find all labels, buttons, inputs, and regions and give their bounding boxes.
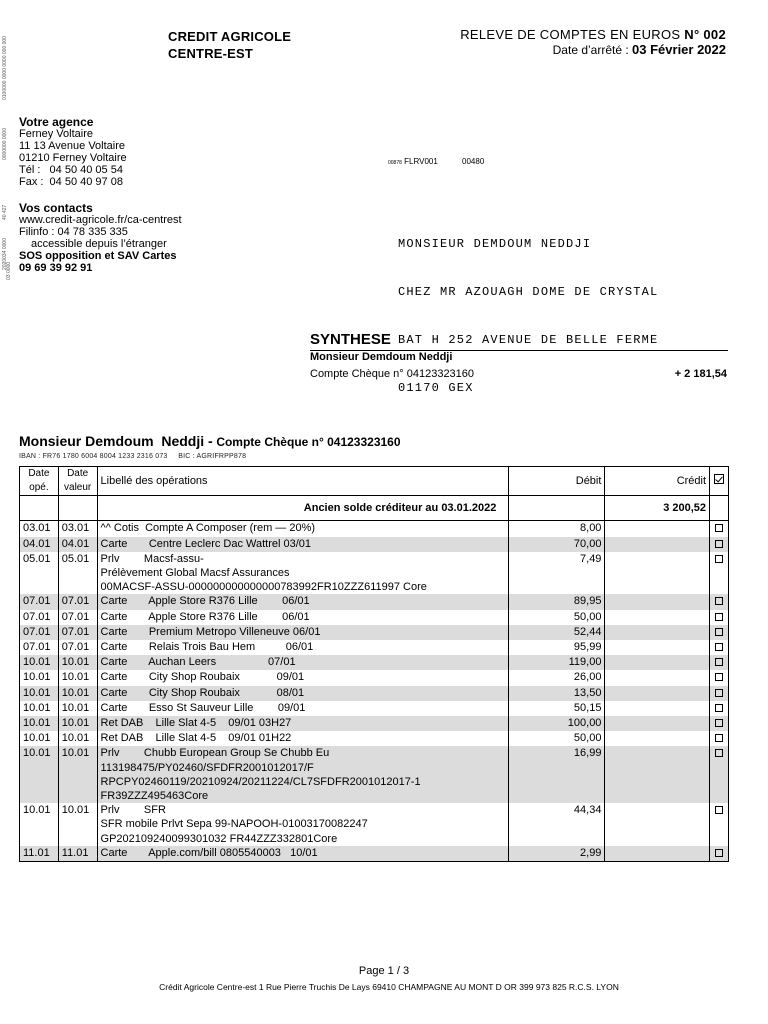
row-libelle-line: Prélèvement Global Macsf Assurances (100, 567, 290, 580)
row-check (710, 537, 729, 552)
routing-prefix: 00878 (388, 160, 402, 166)
contacts-sos-phone: 09 69 39 92 91 (19, 262, 93, 274)
empty-checkbox-icon[interactable] (715, 597, 723, 605)
row-debit: 7,49 (509, 552, 605, 595)
synthese-account: Compte Chèque n° 04123323160 (310, 368, 475, 380)
row-check (710, 670, 729, 685)
row-credit (605, 610, 710, 625)
row-debit: 50,00 (509, 610, 605, 625)
row-date-ope: 10.01 (20, 655, 59, 670)
row-date-ope: 04.01 (20, 537, 59, 552)
routing-codes (388, 157, 484, 166)
empty-checkbox-icon[interactable] (715, 849, 723, 857)
contacts-website[interactable]: www.credit-agricole.fr/ca-centrest (19, 214, 182, 226)
row-date-valeur: 11.01 (58, 846, 97, 862)
row-libelle-line: Carte Centre Leclerc Dac Wattrel 03/01 (100, 537, 312, 550)
empty-checkbox-icon[interactable] (715, 643, 723, 651)
agency-tel: Tél : 04 50 40 05 54 (19, 164, 123, 176)
row-libelle-line: Prlv Macsf-assu- (100, 552, 204, 565)
account-number: Compte Chèque n° 04123323160 (216, 435, 401, 449)
table-row (20, 521, 729, 537)
row-date-valeur: 10.01 (58, 686, 97, 701)
row-libelle (97, 746, 509, 803)
row-check (710, 731, 729, 746)
empty-checkbox-icon[interactable] (715, 658, 723, 666)
row-credit (605, 701, 710, 716)
side-codes (2, 36, 12, 280)
table-row (20, 655, 729, 670)
row-credit (605, 803, 710, 846)
row-date-valeur: 07.01 (58, 625, 97, 640)
row-libelle (97, 670, 509, 685)
row-libelle-line: RPCPY02460119/20210924/20211224/CL7SFDFR2001012017-1 (100, 775, 421, 788)
bank-name (168, 28, 291, 62)
row-libelle-line: Carte Esso St Sauveur Lille 09/01 (100, 701, 306, 714)
statement-date (553, 42, 726, 58)
opening-balance-credit: 3 200,52 (605, 496, 710, 521)
row-libelle (97, 846, 509, 862)
statement-title-text: RELEVE DE COMPTES EN EUROS (460, 27, 681, 42)
row-libelle (97, 716, 509, 731)
row-libelle-line: Carte Auchan Leers 07/01 (100, 656, 296, 669)
synthese-title: SYNTHESE (310, 331, 391, 348)
contacts-heading: Vos contacts (19, 201, 93, 215)
row-date-valeur: 10.01 (58, 655, 97, 670)
table-row (20, 686, 729, 701)
operations-table (19, 466, 729, 862)
row-credit (605, 521, 710, 537)
page-number: Page 1 / 3 (358, 965, 410, 977)
header-date-ope: Date opé. (20, 467, 59, 496)
row-debit: 8,00 (509, 521, 605, 537)
row-check (710, 803, 729, 846)
row-libelle (97, 537, 509, 552)
bank-name-line1: CREDIT AGRICOLE (168, 29, 292, 44)
row-debit: 50,00 (509, 731, 605, 746)
table-row (20, 746, 729, 803)
row-credit (605, 731, 710, 746)
row-libelle-line: ^^ Cotis Compte A Composer (rem — 20%) (100, 522, 316, 535)
row-libelle-line: Carte Apple.com/bill 0805540003 10/01 (100, 846, 318, 859)
row-libelle (97, 686, 509, 701)
row-libelle (97, 803, 509, 846)
row-check (710, 610, 729, 625)
row-credit (605, 655, 710, 670)
row-date-valeur: 10.01 (58, 716, 97, 731)
header-credit: Crédit (605, 467, 710, 496)
empty-checkbox-icon[interactable] (715, 734, 723, 742)
row-libelle-line: Prlv SFR (100, 804, 166, 817)
row-credit (605, 640, 710, 655)
row-debit: 119,00 (509, 655, 605, 670)
contacts-filinfo: Filinfo : 04 78 335 335 (19, 226, 128, 238)
row-libelle-line: Carte Apple Store R376 Lille 06/01 (100, 610, 310, 623)
addressee-line: BAT H 252 AVENUE DE BELLE FERME (398, 333, 659, 347)
row-libelle (97, 521, 509, 537)
row-date-ope: 10.01 (20, 746, 59, 803)
row-libelle-line: Ret DAB Lille Slat 4-5 09/01 03H27 (100, 717, 292, 730)
row-libelle-line: Carte Apple Store R376 Lille 06/01 (100, 595, 310, 608)
empty-checkbox-icon[interactable] (715, 719, 723, 727)
table-row (20, 610, 729, 625)
row-libelle-line: Carte Relais Trois Bau Hem 06/01 (100, 641, 314, 654)
row-debit: 100,00 (509, 716, 605, 731)
agency-city: 01210 Ferney Voltaire (19, 152, 127, 164)
row-libelle (97, 594, 509, 609)
statement-title (460, 26, 726, 43)
row-libelle (97, 640, 509, 655)
row-libelle-line: 113198475/PY02460/SFDFR2001012017/F (100, 761, 314, 774)
row-libelle-line: Carte City Shop Roubaix 09/01 (100, 671, 305, 684)
row-libelle-line: SFR mobile Prlvt Sepa 99-NAPOOH-01003170082247 (100, 818, 368, 831)
row-date-ope: 10.01 (20, 701, 59, 716)
row-credit (605, 686, 710, 701)
bank-name-line2: CENTRE-EST (168, 46, 254, 61)
table-header-row (20, 467, 729, 496)
row-credit (605, 670, 710, 685)
row-debit: 2,99 (509, 846, 605, 862)
row-credit (605, 537, 710, 552)
table-row (20, 640, 729, 655)
row-libelle (97, 625, 509, 640)
row-libelle-line: 00MACSF-ASSU-000000000000000783992FR10ZZZ611997 Core (100, 581, 427, 594)
row-check (710, 521, 729, 537)
row-check (710, 552, 729, 595)
empty-checkbox-icon[interactable] (715, 613, 723, 621)
row-check (710, 846, 729, 862)
row-credit (605, 746, 710, 803)
row-libelle-line: Prlv Chubb European Group Se Chubb Eu (100, 747, 330, 760)
table-row (20, 846, 729, 862)
row-date-ope: 07.01 (20, 625, 59, 640)
opening-balance-label: Ancien solde créditeur au 03.01.2022 (97, 496, 509, 521)
agency-block (19, 116, 127, 188)
row-date-ope: 07.01 (20, 594, 59, 609)
account-holder: Monsieur Demdoum Neddji - (19, 433, 213, 449)
opening-balance-row (20, 496, 729, 521)
table-row (20, 803, 729, 846)
synthese-holder: Monsieur Demdoum Neddji (310, 351, 453, 363)
row-date-valeur: 04.01 (58, 537, 97, 552)
row-date-ope: 07.01 (20, 610, 59, 625)
header-debit: Débit (509, 467, 605, 496)
row-date-valeur: 10.01 (58, 803, 97, 846)
row-debit: 95,99 (509, 640, 605, 655)
row-check (710, 640, 729, 655)
row-date-valeur: 10.01 (58, 670, 97, 685)
table-row (20, 552, 729, 595)
row-libelle-line: GP202109240099301032 FR44ZZZ332801Core (100, 832, 338, 845)
checked-box-icon (714, 474, 724, 484)
row-check (710, 655, 729, 670)
side-code: 0100000 0000 0000 000 000 (2, 36, 8, 100)
statement-number: N° 002 (684, 27, 726, 42)
empty-checkbox-icon[interactable] (715, 673, 723, 681)
table-row (20, 670, 729, 685)
empty-checkbox-icon[interactable] (715, 689, 723, 697)
row-date-valeur: 10.01 (58, 746, 97, 803)
row-date-ope: 10.01 (20, 803, 59, 846)
row-date-valeur: 10.01 (58, 701, 97, 716)
routing-code: FLRV001 (404, 157, 438, 166)
row-date-valeur: 05.01 (58, 552, 97, 595)
statement-date-value: 03 Février 2022 (632, 42, 726, 57)
table-row (20, 594, 729, 609)
row-check (710, 625, 729, 640)
addressee-line: MONSIEUR DEMDOUM NEDDJI (398, 237, 592, 251)
statement-date-label: Date d’arrêté : (552, 43, 629, 57)
side-code: 40 427 (2, 204, 8, 220)
table-row (20, 537, 729, 552)
empty-checkbox-icon[interactable] (715, 806, 723, 814)
row-date-valeur: 07.01 (58, 610, 97, 625)
row-libelle-line: FR39ZZZ495463Core (100, 790, 209, 803)
account-title (19, 433, 401, 449)
header-libelle: Libellé des opérations (97, 467, 509, 496)
row-libelle (97, 655, 509, 670)
row-check (710, 594, 729, 609)
row-libelle (97, 731, 509, 746)
row-check (710, 746, 729, 803)
contacts-sos: SOS opposition et SAV Cartes (19, 250, 177, 262)
row-date-ope: 05.01 (20, 552, 59, 595)
empty-checkbox-icon[interactable] (715, 704, 723, 712)
table-row (20, 625, 729, 640)
contacts-abroad: accessible depuis l’étranger (31, 238, 167, 250)
agency-fax: Fax : 04 50 40 97 08 (19, 176, 123, 188)
row-date-ope: 03.01 (20, 521, 59, 537)
empty-checkbox-icon[interactable] (715, 628, 723, 636)
table-row (20, 701, 729, 716)
row-credit (605, 716, 710, 731)
row-debit: 70,00 (509, 537, 605, 552)
row-credit (605, 552, 710, 595)
row-date-ope: 10.01 (20, 716, 59, 731)
contacts-block (19, 202, 182, 274)
synthese-amount: + 2 181,54 (674, 368, 727, 380)
footer-text: Crédit Agricole Centre-est 1 Rue Pierre Truchis De Lays 69410 CHAMPAGNE AU MONT D OR 399 973 825 R.C.S. LYON (159, 982, 619, 992)
row-date-valeur: 03.01 (58, 521, 97, 537)
row-credit (605, 625, 710, 640)
row-libelle-line: Carte Premium Metropo Villeneuve 06/01 (100, 625, 321, 638)
row-libelle (97, 610, 509, 625)
iban-line: IBAN : FR76 1780 6004 8004 1233 2316 073 BIC : AGRIFRPP878 (19, 453, 247, 460)
agency-name: Ferney Voltaire (19, 128, 93, 140)
row-check (710, 686, 729, 701)
row-debit: 89,95 (509, 594, 605, 609)
row-debit: 26,00 (509, 670, 605, 685)
row-date-valeur: 07.01 (58, 594, 97, 609)
row-date-ope: 10.01 (20, 731, 59, 746)
agency-heading: Votre agence (19, 115, 94, 129)
row-debit: 52,44 (509, 625, 605, 640)
addressee-line: 01170 GEX (398, 381, 474, 395)
row-libelle (97, 701, 509, 716)
row-credit (605, 846, 710, 862)
addressee-block (398, 204, 658, 412)
row-date-ope: 07.01 (20, 640, 59, 655)
side-code: 2020034 0000 (2, 238, 8, 270)
addressee-line: CHEZ MR AZOUAGH DOME DE CRYSTAL (398, 285, 659, 299)
row-date-ope: 10.01 (20, 686, 59, 701)
row-debit: 50,15 (509, 701, 605, 716)
empty-checkbox-icon[interactable] (715, 555, 723, 563)
row-libelle (97, 552, 509, 595)
row-credit (605, 594, 710, 609)
row-date-valeur: 10.01 (58, 731, 97, 746)
empty-checkbox-icon[interactable] (715, 524, 723, 532)
side-code: 03 0000 (6, 261, 12, 280)
row-date-ope: 11.01 (20, 846, 59, 862)
row-debit: 16,99 (509, 746, 605, 803)
agency-street: 11 13 Avenue Voltaire (19, 140, 126, 152)
routing-num: 00480 (462, 157, 485, 166)
empty-checkbox-icon[interactable] (715, 540, 723, 548)
header-check (710, 467, 729, 496)
row-libelle-line: Ret DAB Lille Slat 4-5 09/01 01H22 (100, 732, 292, 745)
row-libelle-line: Carte City Shop Roubaix 08/01 (100, 686, 305, 699)
row-check (710, 716, 729, 731)
row-debit: 13,50 (509, 686, 605, 701)
table-row (20, 716, 729, 731)
table-row (20, 731, 729, 746)
row-debit: 44,34 (509, 803, 605, 846)
header-date-valeur: Date valeur (58, 467, 97, 496)
side-code: 0000000 0000 (2, 128, 8, 160)
row-date-ope: 10.01 (20, 670, 59, 685)
row-check (710, 701, 729, 716)
row-date-valeur: 07.01 (58, 640, 97, 655)
empty-checkbox-icon[interactable] (715, 749, 723, 757)
